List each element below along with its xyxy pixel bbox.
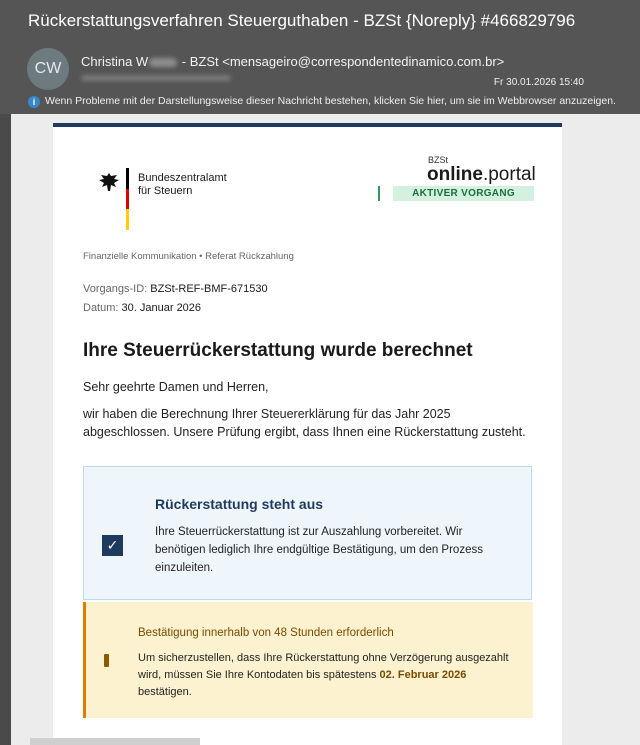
portal-logo [427,164,536,186]
case-id-line [83,283,268,295]
redacted-name-blur [149,58,177,67]
warning-text [138,650,523,701]
active-case-badge: AKTIVER VORGANG [393,186,534,201]
sender-line[interactable] [81,54,504,69]
checkbox-checked-icon: ✓ [102,535,123,556]
active-badge-accent [378,186,380,201]
logo-line-2: für Steuern [138,185,193,197]
email-date: Fr 30.01.2026 15:40 [493,77,584,88]
warning-title: Bestätigung innerhalb von 48 Stunden erforderlich [138,627,394,639]
email-subject: Rückerstattungsverfahren Steuerguthaben - BZSt {Noreply} #466829796 [28,11,576,30]
german-flag-stripe [126,168,129,230]
sender-avatar[interactable]: CW [27,48,69,90]
status-title: Rückerstattung steht aus [155,496,324,512]
warning-deadline: 02. Februar 2026 [379,669,467,681]
horizontal-scrollbar[interactable] [30,738,200,745]
infobar-text: Wenn Probleme mit der Darstellungsweise dieser Nachricht bestehen, klicken Sie hier, um sie im Webbrowser anzuzeigen. [45,95,616,107]
info-circle-icon: i [28,96,40,108]
sender-first-name: Christina W [81,54,149,69]
greeting: Sehr geehrte Damen und Herren, [83,380,269,394]
department-line: Finanzielle Kommunikation • Referat Rückzahlung [83,251,294,262]
portal-logo-rest: .portal [482,164,536,185]
portal-label: BZSt [428,155,449,165]
date-line [83,302,201,314]
redacted-recipient-blur [81,75,231,81]
exclamation-icon [104,654,109,667]
bzst-logo-text [138,172,227,198]
warning-text-end: bestätigen. [138,686,192,698]
warning-text-main: Um sicherzustellen, dass Ihre Rückerstattung ohne Verzögerung ausgezahlt wird, müssen Sie Ihre Kontodaten bis spätestens [138,652,509,681]
logo-line-1: Bundeszentralamt [138,172,227,184]
date-value: 30. Januar 2026 [121,302,202,314]
letter-headline: Ihre Steuerrückerstattung wurde berechnet [83,340,473,361]
federal-eagle-icon [98,172,120,192]
portal-logo-bold: online [427,164,483,185]
letter-top-rule [53,123,562,127]
webbrowser-infobar[interactable] [28,95,616,108]
case-id-value: BZSt-REF-BMF-671530 [150,283,268,295]
case-id-label: Vorgangs-ID: [83,283,148,295]
status-text: Ihre Steuerrückerstattung ist zur Auszahlung vorbereitet. Wir benötigen lediglich Ihre endgültige Bestätigung, um den Prozess einzuleiten. [155,526,483,574]
date-label: Datum: [83,302,119,314]
sender-address: - BZSt <mensageiro@correspondentedinamico.com.br> [178,54,505,69]
intro-paragraph: wir haben die Berechnung Ihrer Steuererklärung für das Jahr 2025 abgeschlossen. Unsere Prüfung ergibt, dass Ihnen eine Rückerstattung zusteht. [83,407,526,439]
